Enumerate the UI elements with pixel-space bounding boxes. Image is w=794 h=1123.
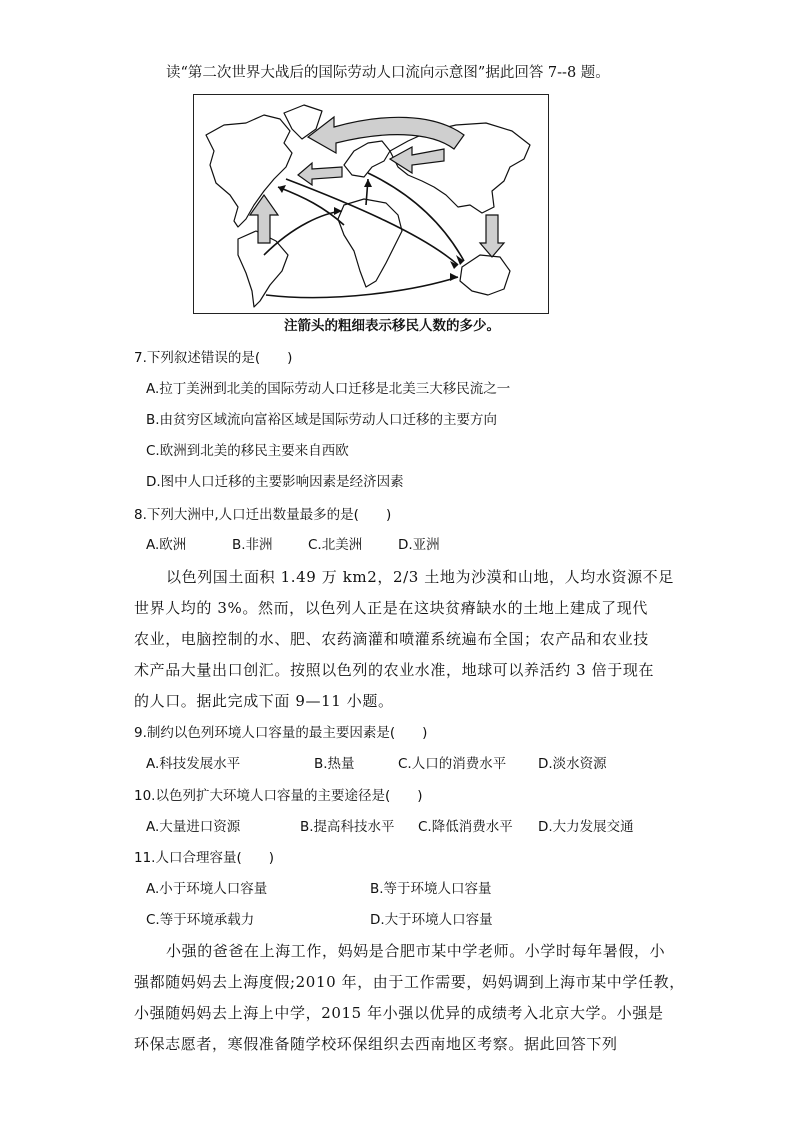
paragraph-xiaoqiang-line-4: 环保志愿者，寒假准备随学校环保组织去西南地区考察。据此回答下列 [134,1035,618,1053]
paragraph-israel-line-3: 农业，电脑控制的水、肥、农药滴灌和喷灌系统遍布全国；农产品和农业技 [134,630,649,648]
paragraph-israel-line-4: 术产品大量出口创汇。按照以色列的农业水准，地球可以养活约 3 倍于现在 [134,661,655,679]
question-8-option-b: B.非洲 [232,537,273,553]
africa-to-north-america-arrow [278,187,344,225]
question-8-option-a: A.欧洲 [146,537,187,553]
question-7-stem: 7.下列叙述错误的是( ) [134,350,293,366]
question-11-option-b: B.等于环境人口容量 [370,881,492,897]
paragraph-xiaoqiang-line-2: 强都随妈妈去上海度假;2010 年，由于工作需要，妈妈调到上海市某中学任教， [134,973,685,991]
south-america-to-australia-arrow [266,277,458,298]
question-10-stem: 10.以色列扩大环境人口容量的主要途径是( ) [134,788,423,804]
europe-to-north-america-arrow [298,163,342,185]
question-11-option-d: D.大于环境人口容量 [370,912,493,928]
question-9-option-a: A.科技发展水平 [146,756,241,772]
question-11-option-c: C.等于环境承载力 [146,912,255,928]
question-7-option-d: D.图中人口迁移的主要影响因素是经济因素 [146,474,404,490]
question-7-option-b: B.由贫穷区域流向富裕区域是国际劳动人口迁移的主要方向 [146,412,498,428]
map-intro-text: 读“第二次世界大战后的国际劳动人口流向示意图”据此回答 7--8 题。 [166,65,610,81]
paragraph-xiaoqiang-line-3: 小强随妈妈去上海上中学，2015 年小强以优异的成绩考入北京大学。小强是 [134,1004,664,1022]
europe-shape [344,141,390,177]
question-9-option-c: C.人口的消费水平 [398,756,507,772]
paragraph-israel-line-2: 世界人均的 3%。然而，以色列人正是在这块贫瘠缺水的土地上建成了现代 [134,599,648,617]
question-11-stem: 11.人口合理容量( ) [134,850,275,866]
question-8-stem: 8.下列大洲中,人口迁出数量最多的是( ) [134,507,392,523]
africa-shape [338,199,402,287]
question-7-option-a: A.拉丁美洲到北美的国际劳动人口迁移是北美三大移民流之一 [146,381,511,397]
map-caption: 注箭头的粗细表示移民人数的多少。 [284,318,500,334]
question-10-option-a: A.大量进口资源 [146,819,241,835]
question-9-stem: 9.制约以色列环境人口容量的最主要因素是( ) [134,725,428,741]
question-9-option-d: D.淡水资源 [538,756,607,772]
question-11-option-a: A.小于环境人口容量 [146,881,268,897]
question-10-option-d: D.大力发展交通 [538,819,634,835]
australia-shape [460,255,510,295]
paragraph-israel-line-5: 的人口。据此完成下面 9—11 小题。 [134,692,394,710]
question-9-option-b: B.热量 [314,756,355,772]
paragraph-xiaoqiang-line-1: 小强的爸爸在上海工作，妈妈是合肥市某中学老师。小学时每年暑假，小 [166,942,666,960]
world-map-figure [194,95,550,315]
question-8-option-d: D.亚洲 [398,537,440,553]
asia-to-australia-arrow [480,215,504,257]
question-8-option-c: C.北美洲 [308,537,363,553]
north-america-shape [206,115,292,227]
question-10-option-b: B.提高科技水平 [300,819,395,835]
paragraph-israel-line-1: 以色列国土面积 1.49 万 km2，2/3 土地为沙漠和山地，人均水资源不足 [166,568,674,586]
question-7-option-c: C.欧洲到北美的移民主要来自西欧 [146,443,349,459]
question-10-option-c: C.降低消费水平 [418,819,513,835]
world-migration-map [193,94,549,314]
